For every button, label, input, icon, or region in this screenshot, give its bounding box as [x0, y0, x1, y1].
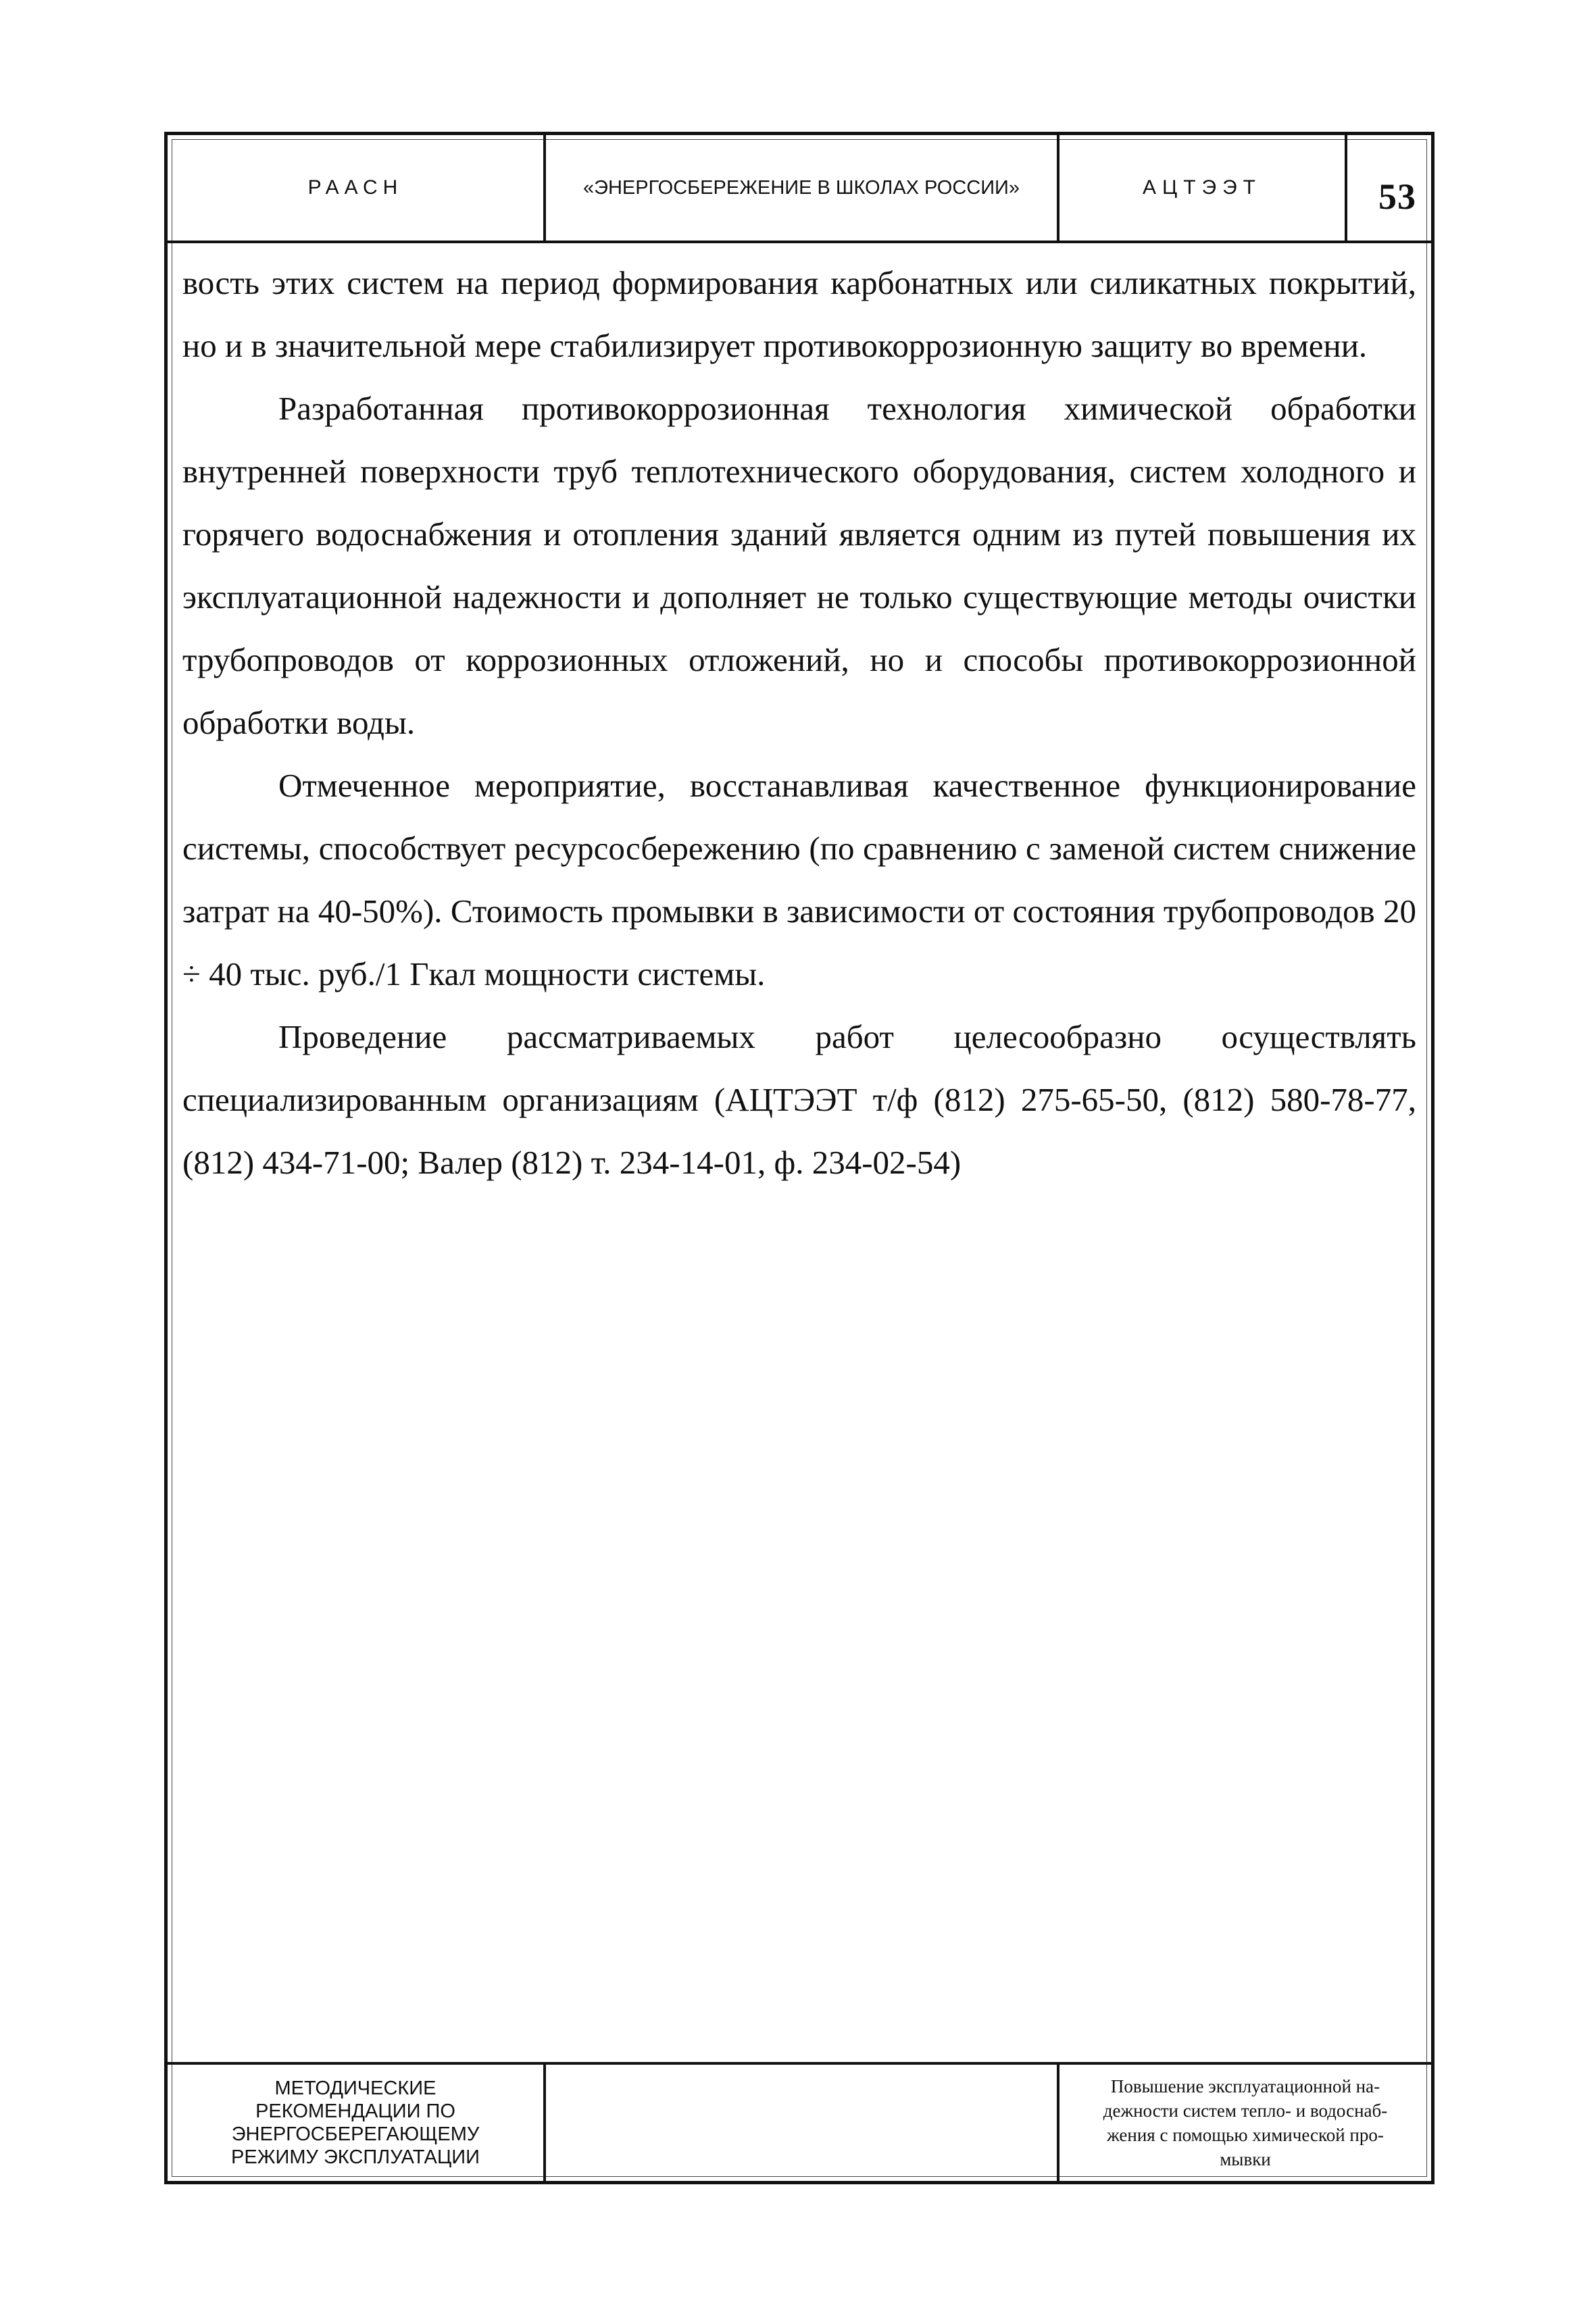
program-title-cell: «ЭНЕРГОСБЕРЕЖЕНИЕ В ШКОЛАХ РОССИИ» — [543, 135, 1057, 241]
section-title-line: Повышение эксплуатационной на- — [1110, 2076, 1380, 2096]
section-title-line: дежности систем тепло- и водоснаб- — [1103, 2101, 1388, 2121]
document-type-line: ЭНЕРГОСБЕРЕГАЮЩЕМУ — [231, 2123, 480, 2145]
section-title-line: жения с помощью химической про- — [1107, 2125, 1384, 2145]
document-type-line: РЕКОМЕНДАЦИИ ПО — [255, 2101, 455, 2122]
page-frame — [164, 132, 1435, 2184]
document-type-cell — [168, 2065, 543, 2181]
document-type-line: РЕЖИМУ ЭКСПЛУАТАЦИИ — [231, 2146, 480, 2168]
section-title-cell — [1057, 2065, 1431, 2181]
title-block-header — [168, 135, 1431, 243]
document-type-line: МЕТОДИЧЕСКИЕ — [274, 2078, 437, 2099]
body-text — [182, 251, 1416, 1194]
section-title-line: мывки — [1220, 2149, 1271, 2169]
paragraph: Разработанная противокоррозионная технология химической обработки внутренней поверхности труб теплотехнического оборудования, систем холодного и горячего водоснабжения и отопления зданий является одним из путей повышения их эксплуатационной надежности и дополняет не только существующие методы очистки трубопроводов от коррозионных отложений, но и способы противокоррозионной обработки воды. — [182, 390, 1416, 741]
paragraph: Отмеченное мероприятие, восстанавливая качественное функционирование системы, способствует ресурсосбережению (по сравнению с заменой систем снижение затрат на 40-50%). Стоимость промывки в зависимости от состояния трубопроводов 20 ÷ 40 тыс. руб./1 Гкал мощности системы. — [182, 767, 1416, 992]
organization-cell: РААСН — [307, 176, 403, 199]
title-block-footer — [168, 2062, 1431, 2181]
paragraph: Проведение рассматриваемых работ целесообразно осуществлять специализированным организациям (АЦТЭЭТ т/ф (812) 275-65-50, (812) 580-78-77, (812) 434-71-00; Валер (812) т. 234-14-01, ф. 234-02-54) — [182, 1018, 1416, 1181]
developer-cell: АЦТЭЭТ — [1057, 135, 1345, 241]
page-number: 53 — [1345, 135, 1431, 241]
empty-footer-cell — [543, 2065, 1057, 2181]
paragraph-continuation: вость этих систем на период формирования карбонатных или силикатных покрытий, но и в значительной мере стабилизирует противокоррозионную защиту во времени. — [182, 264, 1416, 364]
